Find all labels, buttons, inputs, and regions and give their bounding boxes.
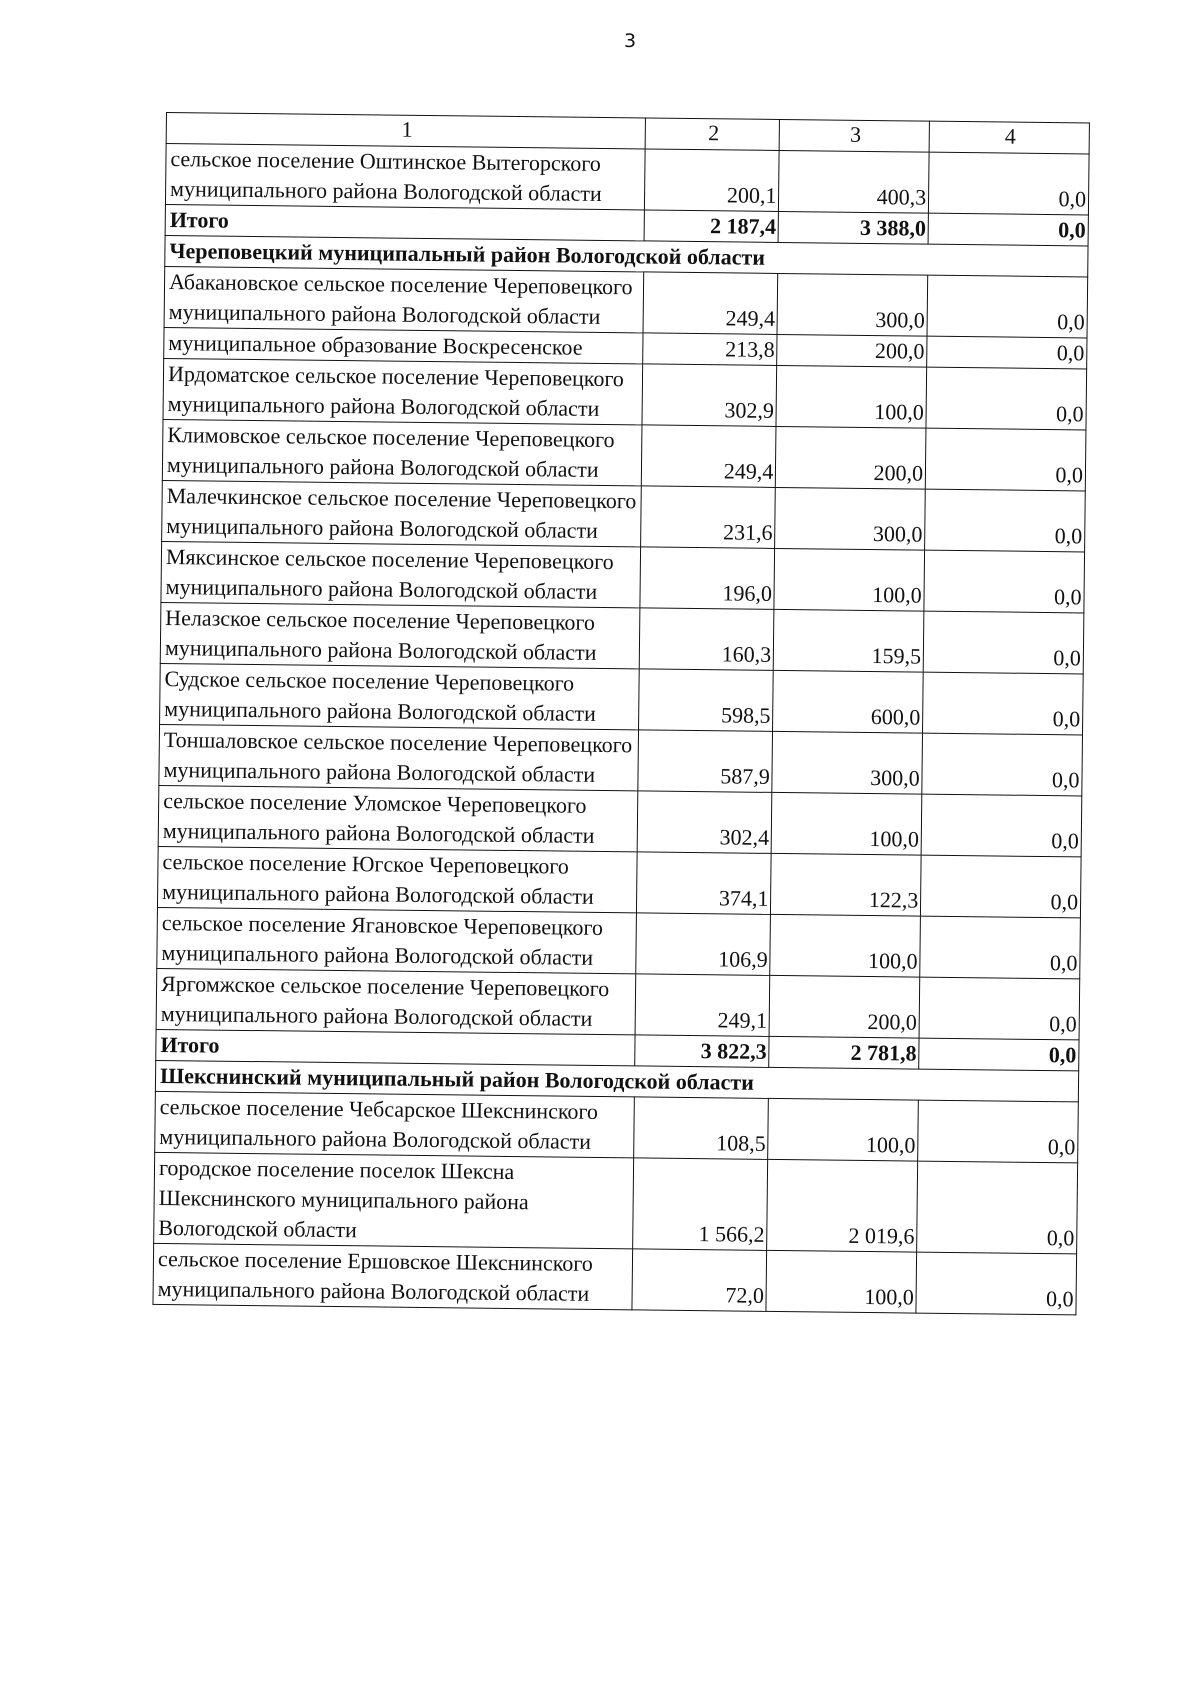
- value-col-4: 0,0: [921, 794, 1082, 857]
- value-col-4: 0,0: [918, 1100, 1079, 1163]
- value-col-3: 100,0: [771, 792, 922, 855]
- settlement-name: Мяксинское сельское поселение Череповецкого муниципального района Вологодской области: [161, 541, 641, 607]
- value-col-2: 2 187,4: [645, 210, 779, 243]
- value-col-3: 200,0: [769, 975, 920, 1038]
- settlement-name: муниципальное образование Воскресенское: [164, 327, 644, 363]
- value-col-3: 600,0: [773, 670, 924, 733]
- value-col-3: 2 019,6: [767, 1159, 918, 1252]
- value-col-2: 160,3: [640, 608, 775, 671]
- table-row: [161, 541, 1085, 612]
- value-col-2: 302,4: [638, 791, 773, 854]
- settlement-name: Яргомжское сельское поселение Череповецкого муниципального района Вологодской области: [156, 968, 636, 1034]
- value-col-2: 72,0: [632, 1249, 767, 1312]
- value-col-2: 249,4: [642, 425, 777, 488]
- value-col-3: 100,0: [770, 914, 921, 977]
- settlement-name: Судское сельское поселение Череповецкого муниципального района Вологодской области: [160, 663, 640, 729]
- table-row: [158, 785, 1082, 856]
- settlement-name: сельское поселение Оштинское Вытегорского муниципального района Вологодской области: [165, 144, 645, 210]
- value-col-4: 0,0: [925, 428, 1086, 491]
- total-label: Итого: [156, 1029, 636, 1065]
- value-col-3: 2 781,8: [769, 1036, 919, 1069]
- value-col-4: 0,0: [929, 152, 1090, 215]
- settlement-name: сельское поселение Ершовское Шекснинского муниципального района Вологодской области: [153, 1243, 633, 1309]
- value-col-2: 3 822,3: [635, 1035, 769, 1068]
- settlement-name: сельское поселение Чебсарское Шекснинского муниципального района Вологодской области: [155, 1091, 635, 1157]
- settlement-name: сельское поселение Уломское Череповецкого муниципального района Вологодской области: [158, 785, 638, 851]
- value-col-2: 196,0: [640, 547, 775, 610]
- header-col-2: 2: [646, 118, 780, 151]
- table-row: [165, 144, 1089, 215]
- value-col-3: 100,0: [766, 1250, 917, 1313]
- value-col-4: 0,0: [926, 367, 1087, 430]
- value-col-2: 231,6: [641, 486, 776, 549]
- value-col-3: 100,0: [768, 1098, 919, 1161]
- value-col-4: 0,0: [919, 977, 1080, 1040]
- value-col-2: 213,8: [643, 333, 777, 366]
- value-col-3: 122,3: [771, 853, 922, 916]
- value-col-3: 200,0: [777, 334, 927, 367]
- value-col-3: 100,0: [776, 365, 927, 428]
- value-col-3: 159,5: [774, 609, 925, 672]
- value-col-4: 0,0: [925, 489, 1086, 552]
- value-col-2: 1 566,2: [633, 1158, 768, 1251]
- settlement-name: Ирдоматское сельское поселение Череповецкого муниципального района Вологодской области: [163, 358, 643, 424]
- table-row: [162, 480, 1086, 551]
- table-row: [159, 724, 1083, 795]
- value-col-2: 302,9: [642, 364, 777, 427]
- page-number: 3: [623, 30, 637, 52]
- header-col-3: 3: [779, 119, 929, 152]
- settlement-name: Нелазское сельское поселение Череповецкого муниципального района Вологодской области: [160, 602, 640, 668]
- value-col-4: 0,0: [920, 916, 1081, 979]
- value-col-4: 0,0: [923, 611, 1084, 674]
- value-col-2: 249,4: [643, 272, 778, 335]
- value-col-3: 300,0: [775, 487, 926, 550]
- value-col-3: 300,0: [772, 731, 923, 794]
- value-col-2: 249,1: [636, 974, 771, 1037]
- table-row: [162, 419, 1086, 490]
- header-col-4: 4: [929, 121, 1089, 154]
- settlement-name: сельское поселение Югское Череповецкого муниципального района Вологодской области: [157, 846, 637, 912]
- value-col-3: 100,0: [774, 548, 925, 611]
- settlement-name: сельское поселение Ягановское Череповецкого муниципального района Вологодской области: [157, 907, 637, 973]
- table-row: [157, 907, 1081, 978]
- value-col-2: 108,5: [634, 1097, 769, 1160]
- value-col-4: 0,0: [927, 275, 1088, 338]
- value-col-4: 0,0: [928, 213, 1088, 246]
- table-row: [164, 266, 1088, 337]
- table-row: [156, 968, 1080, 1039]
- district-name: Шекснинский муниципальный район Вологодской области: [155, 1060, 1078, 1101]
- table-row: [154, 1152, 1078, 1253]
- value-col-3: 300,0: [777, 273, 928, 336]
- value-col-4: 0,0: [919, 1038, 1079, 1071]
- value-col-2: 106,9: [636, 913, 771, 976]
- value-col-2: 200,1: [645, 149, 780, 212]
- table-row: [163, 358, 1087, 429]
- table-row: [153, 1243, 1077, 1314]
- table-row: [160, 602, 1084, 673]
- settlement-name: городское поселение поселок Шексна Шекснинского муниципального района Вологодской области: [154, 1152, 634, 1248]
- value-col-3: 3 388,0: [778, 211, 928, 244]
- value-col-4: 0,0: [922, 733, 1083, 796]
- value-col-4: 0,0: [916, 1252, 1077, 1315]
- budget-table: [152, 112, 1089, 1315]
- value-col-3: 200,0: [776, 426, 927, 489]
- value-col-4: 0,0: [917, 1161, 1078, 1254]
- value-col-2: 598,5: [639, 669, 774, 732]
- value-col-4: 0,0: [923, 672, 1084, 735]
- value-col-2: 587,9: [638, 730, 773, 793]
- total-label: Итого: [165, 204, 645, 240]
- value-col-4: 0,0: [924, 550, 1085, 613]
- value-col-4: 0,0: [927, 336, 1087, 369]
- table-row: [160, 663, 1084, 734]
- settlement-name: Малечкинское сельское поселение Череповецкого муниципального района Вологодской области: [162, 480, 642, 546]
- table-row: [157, 846, 1081, 917]
- settlement-name: Абакановское сельское поселение Череповецкого муниципального района Вологодской области: [164, 266, 644, 332]
- district-name: Череповецкий муниципальный район Вологодской области: [165, 235, 1088, 276]
- settlement-name: Климовское сельское поселение Череповецкого муниципального района Вологодской области: [162, 419, 642, 485]
- value-col-3: 400,3: [779, 150, 930, 213]
- table-body: [153, 113, 1089, 1315]
- value-col-2: 374,1: [637, 852, 772, 915]
- table-row: [155, 1091, 1079, 1162]
- header-col-1: 1: [166, 113, 646, 149]
- settlement-name: Тоншаловское сельское поселение Череповецкого муниципального района Вологодской области: [159, 724, 639, 790]
- value-col-4: 0,0: [921, 855, 1082, 918]
